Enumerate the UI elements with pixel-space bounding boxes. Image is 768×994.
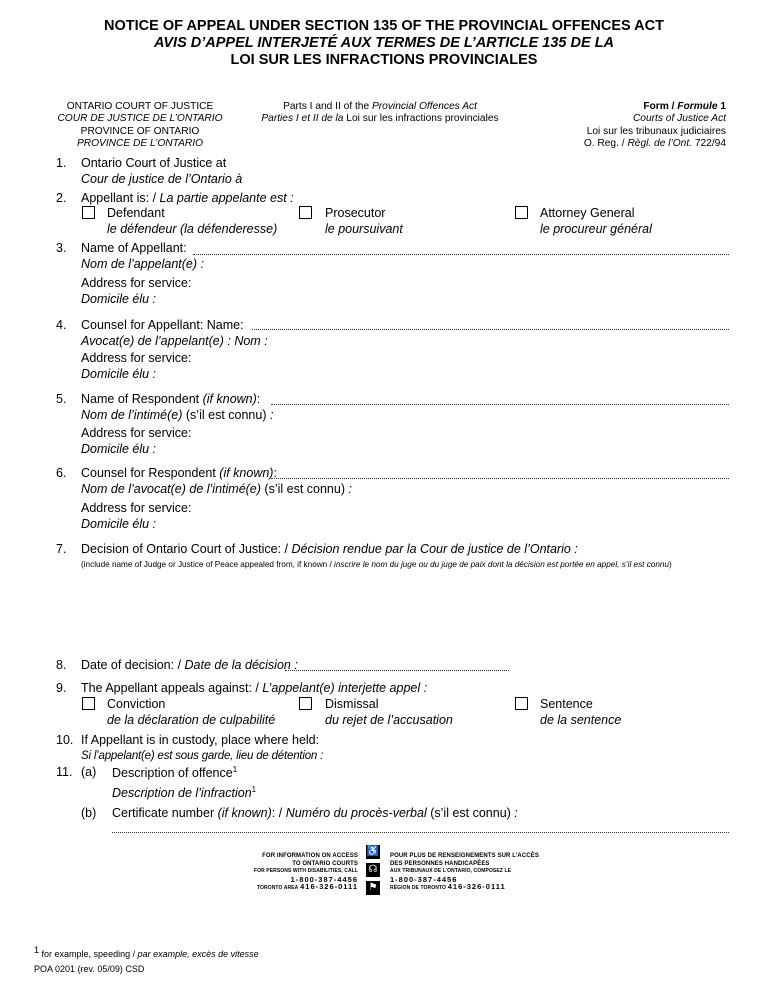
item-8-fr: Date de la décision : [184, 658, 298, 672]
option-dismissal-en: Dismissal [325, 697, 379, 711]
item-3-number: 3. [56, 241, 67, 255]
item-1-fr: Cour de justice de l’Ontario à [81, 171, 243, 186]
item-5-fr: Nom de l’intimé(e) [81, 407, 183, 422]
access-toronto-phone-en: 416-326-0111 [300, 882, 358, 891]
form-title-en: NOTICE OF APPEAL UNDER SECTION 135 OF THE PROVINCIAL OFFENCES ACT [104, 18, 664, 34]
item-11a-en: Description of offence [112, 766, 233, 781]
access-info-fr [390, 853, 550, 893]
item-3-fr: Nom de l’appelant(e) : [81, 256, 204, 271]
option-conviction-fr: de la déclaration de culpabilité [107, 712, 276, 727]
item-11b-fr-if-known: (s’il est connu) [426, 806, 515, 820]
option-sentence-en: Sentence [540, 697, 593, 711]
item-1-en: Ontario Court of Justice at [81, 156, 227, 170]
footnote-en: for example, speeding / [41, 949, 138, 959]
certificate-number-field[interactable] [112, 832, 729, 833]
item-11a-marker: (a) [81, 765, 97, 779]
option-sentence-fr: de la sentence [540, 712, 622, 727]
item-9-label [81, 681, 427, 697]
form-title-fr-line2: LOI SUR LES INFRACTIONS PROVINCIALES [230, 52, 538, 68]
address-en: Address for service: [81, 351, 192, 365]
access-fr-line1: POUR PLUS DE RENSEIGNEMENTS SUR L’ACCÈS [390, 853, 539, 859]
item-11b-en: Certificate number [112, 806, 218, 820]
item-4-en: Counsel for Appellant: Name: [81, 318, 244, 332]
decision-text-area[interactable] [81, 575, 729, 650]
item-9-number: 9. [56, 681, 67, 695]
item-7-note-end: ) [669, 560, 672, 569]
act-ref-fr-name: Loi sur les infractions provinciales [346, 113, 499, 125]
checkbox-sentence[interactable] [515, 697, 528, 710]
wheelchair-icon: ♿ [366, 846, 380, 857]
item-7-fr: Décision rendue par la Cour de justice de l’Ontario : [291, 542, 578, 556]
footnote-mark: 1 [34, 945, 40, 955]
court-name-fr: COUR DE JUSTICE DE L’ONTARIO [57, 113, 223, 125]
item-8-number: 8. [56, 658, 67, 672]
item-3-en: Name of Appellant: [81, 241, 187, 255]
item-6-fr-if-known: (s’il est connu) [260, 481, 349, 496]
item-5-number: 5. [56, 392, 67, 406]
option-prosecutor [325, 206, 403, 237]
appellant-counsel-field[interactable] [252, 329, 729, 330]
act-ref-fr-prefix: Parties I et II de la [261, 113, 347, 125]
form-code: POA 0201 (rev. 05/09) CSD [34, 964, 145, 974]
act-ref-en-prefix: Parts I and II of the [283, 101, 372, 112]
item-10-number: 10. [56, 733, 74, 747]
item-5-en-colon: : [256, 392, 261, 406]
respondent-name-field[interactable] [271, 404, 729, 405]
item-9-en: The Appellant appeals against: / [81, 681, 263, 695]
item-11b-separator: : / [271, 806, 286, 820]
item-5-fr-colon: : [269, 407, 274, 422]
act-reference [230, 101, 530, 126]
reg-number: 722/94 [692, 138, 726, 150]
checkbox-prosecutor[interactable] [299, 206, 312, 219]
item-11b-label [112, 806, 518, 822]
option-defendant [107, 206, 277, 237]
cja-en: Courts of Justice Act [632, 113, 726, 125]
checkbox-attorney-general[interactable] [515, 206, 528, 219]
item-10-label [81, 733, 323, 764]
item-4-address-label [81, 351, 191, 382]
address-fr: Domicile élu : [81, 366, 157, 381]
checkbox-dismissal[interactable] [299, 697, 312, 710]
item-11b-fr-colon: : [514, 806, 518, 820]
access-en-line2: TO ONTARIO COURTS [292, 860, 358, 867]
footnote-fr: par example, excès de vitesse [137, 949, 259, 959]
cja-fr: Loi sur les tribunaux judiciaires [586, 125, 726, 137]
checkbox-conviction[interactable] [82, 697, 95, 710]
option-prosecutor-en: Prosecutor [325, 206, 386, 220]
item-2-number: 2. [56, 191, 67, 205]
item-11b-marker: (b) [81, 806, 97, 820]
address-en: Address for service: [81, 426, 192, 440]
option-defendant-en: Defendant [107, 206, 165, 220]
item-7-number: 7. [56, 542, 67, 556]
item-10-en: If Appellant is in custody, place where held: [81, 733, 320, 747]
access-info-en [238, 853, 358, 893]
item-5-address-label [81, 426, 191, 457]
item-5-label [81, 392, 273, 423]
access-toronto-phone-fr: 416-326-0111 [447, 882, 506, 891]
option-conviction [107, 697, 275, 728]
item-6-en-colon: : [273, 466, 277, 480]
respondent-counsel-field[interactable] [271, 478, 729, 479]
item-4-number: 4. [56, 318, 67, 332]
court-header [50, 101, 230, 151]
item-3-address-label [81, 276, 191, 307]
option-prosecutor-fr: le poursuivant [325, 221, 403, 236]
act-ref-en-name: Provincial Offences Act [371, 101, 477, 112]
form-label-en: Form / [643, 101, 678, 112]
access-en-line3: FOR PERSONS WITH DISABILITIES, CALL [253, 868, 358, 874]
item-2-fr: La partie appelante est : [159, 191, 294, 205]
province-en: PROVINCE OF ONTARIO [80, 125, 200, 137]
item-11-number: 11. [56, 765, 73, 779]
access-fr-line3: AUX TRIBUNAUX DE L’ONTARIO, COMPOSEZ LE [390, 868, 512, 874]
item-5-en-if-known: (if known) [202, 392, 257, 406]
item-9-fr: L’appelant(e) interjette appel : [262, 681, 428, 695]
option-attorney-general-en: Attorney General [540, 206, 635, 220]
access-fr-line2: DES PERSONNES HANDICAPÉES [390, 860, 490, 867]
option-dismissal-fr: du rejet de l’accusation [325, 712, 453, 727]
option-sentence [540, 697, 621, 728]
footnote [34, 945, 259, 959]
item-3-label [81, 241, 204, 272]
item-7-note-en: (include name of Judge or Justice of Peace appealed from, if known / [81, 560, 335, 569]
form-number-block [520, 101, 726, 151]
province-fr: PROVINCE DE L’ONTARIO [76, 138, 204, 150]
reg-en: O. Reg. / [583, 138, 628, 150]
address-fr: Domicile élu : [81, 291, 157, 306]
checkbox-defendant[interactable] [82, 206, 95, 219]
item-5-en: Name of Respondent [81, 392, 203, 406]
option-attorney-general-fr: le procureur général [540, 221, 652, 236]
access-toronto-fr: RÉGION DE TORONTO [390, 885, 446, 891]
address-en: Address for service: [81, 501, 192, 515]
option-conviction-en: Conviction [107, 697, 166, 711]
access-toronto-en: TORONTO AREA [256, 885, 299, 891]
access-phone-fr: 1-800-387-4456 [390, 874, 458, 884]
decision-date-field[interactable] [285, 670, 509, 671]
form-title-fr-line1: AVIS D’APPEL INTERJETÉ AUX TERMES DE L’ARTICLE 135 DE LA [153, 35, 615, 51]
item-6-label [81, 466, 352, 497]
item-5-fr-if-known: (s’il est connu) [182, 407, 270, 422]
item-7-note-fr: inscrire le nom du juge ou du juge de paix dont la décision est portée en appel, s’il est connu [334, 560, 670, 569]
hearing-icon: ☊ [366, 863, 380, 877]
item-10-fr: Si l’appelant(e) est sous garde, lieu de détention : [81, 749, 324, 762]
item-8-label [81, 658, 298, 674]
access-en-line1: FOR INFORMATION ON ACCESS [262, 853, 358, 859]
item-11b-en-if-known: (if known) [217, 806, 272, 820]
footnote-ref: 1 [251, 784, 257, 794]
option-defendant-fr: le défendeur (la défenderesse) [107, 221, 278, 236]
reg-fr: Règl. de l’Ont. [627, 138, 692, 150]
appellant-name-field[interactable] [193, 254, 729, 255]
item-1-label [81, 156, 242, 187]
item-6-en-if-known: (if known) [219, 466, 274, 480]
item-6-fr-colon: : [348, 481, 352, 496]
item-6-en: Counsel for Respondent [81, 466, 220, 480]
option-dismissal [325, 697, 453, 728]
item-4-label [81, 318, 268, 349]
item-7-label [81, 542, 578, 558]
item-6-address-label [81, 501, 191, 532]
address-fr: Domicile élu : [81, 516, 157, 531]
item-6-number: 6. [56, 466, 67, 480]
item-7-note [81, 560, 672, 569]
item-11a-fr: Description de l’infraction [112, 785, 252, 800]
item-7-en: Decision of Ontario Court of Justice: / [81, 542, 292, 556]
address-en: Address for service: [81, 276, 192, 290]
item-6-fr: Nom de l’avocat(e) de l’intimé(e) [81, 481, 261, 496]
item-1-number: 1. [56, 156, 67, 170]
address-fr: Domicile élu : [81, 441, 157, 456]
form-number: 1 [717, 101, 726, 112]
item-11a-label [112, 762, 256, 801]
court-name-en: ONTARIO COURT OF JUSTICE [66, 101, 214, 112]
option-attorney-general [540, 206, 652, 237]
vision-icon: ⚑ [366, 881, 380, 895]
access-phone-en: 1-800-387-4456 [290, 874, 358, 884]
item-11b-fr: Numéro du procès-verbal [285, 806, 427, 820]
form-label-fr: Formule [677, 101, 718, 112]
item-2-en: Appellant is: / [81, 191, 160, 205]
item-4-fr: Avocat(e) de l’appelant(e) : Nom : [81, 333, 268, 348]
item-2-label [81, 191, 294, 207]
item-8-en: Date of decision: / [81, 658, 185, 672]
footnote-ref: 1 [232, 765, 238, 774]
